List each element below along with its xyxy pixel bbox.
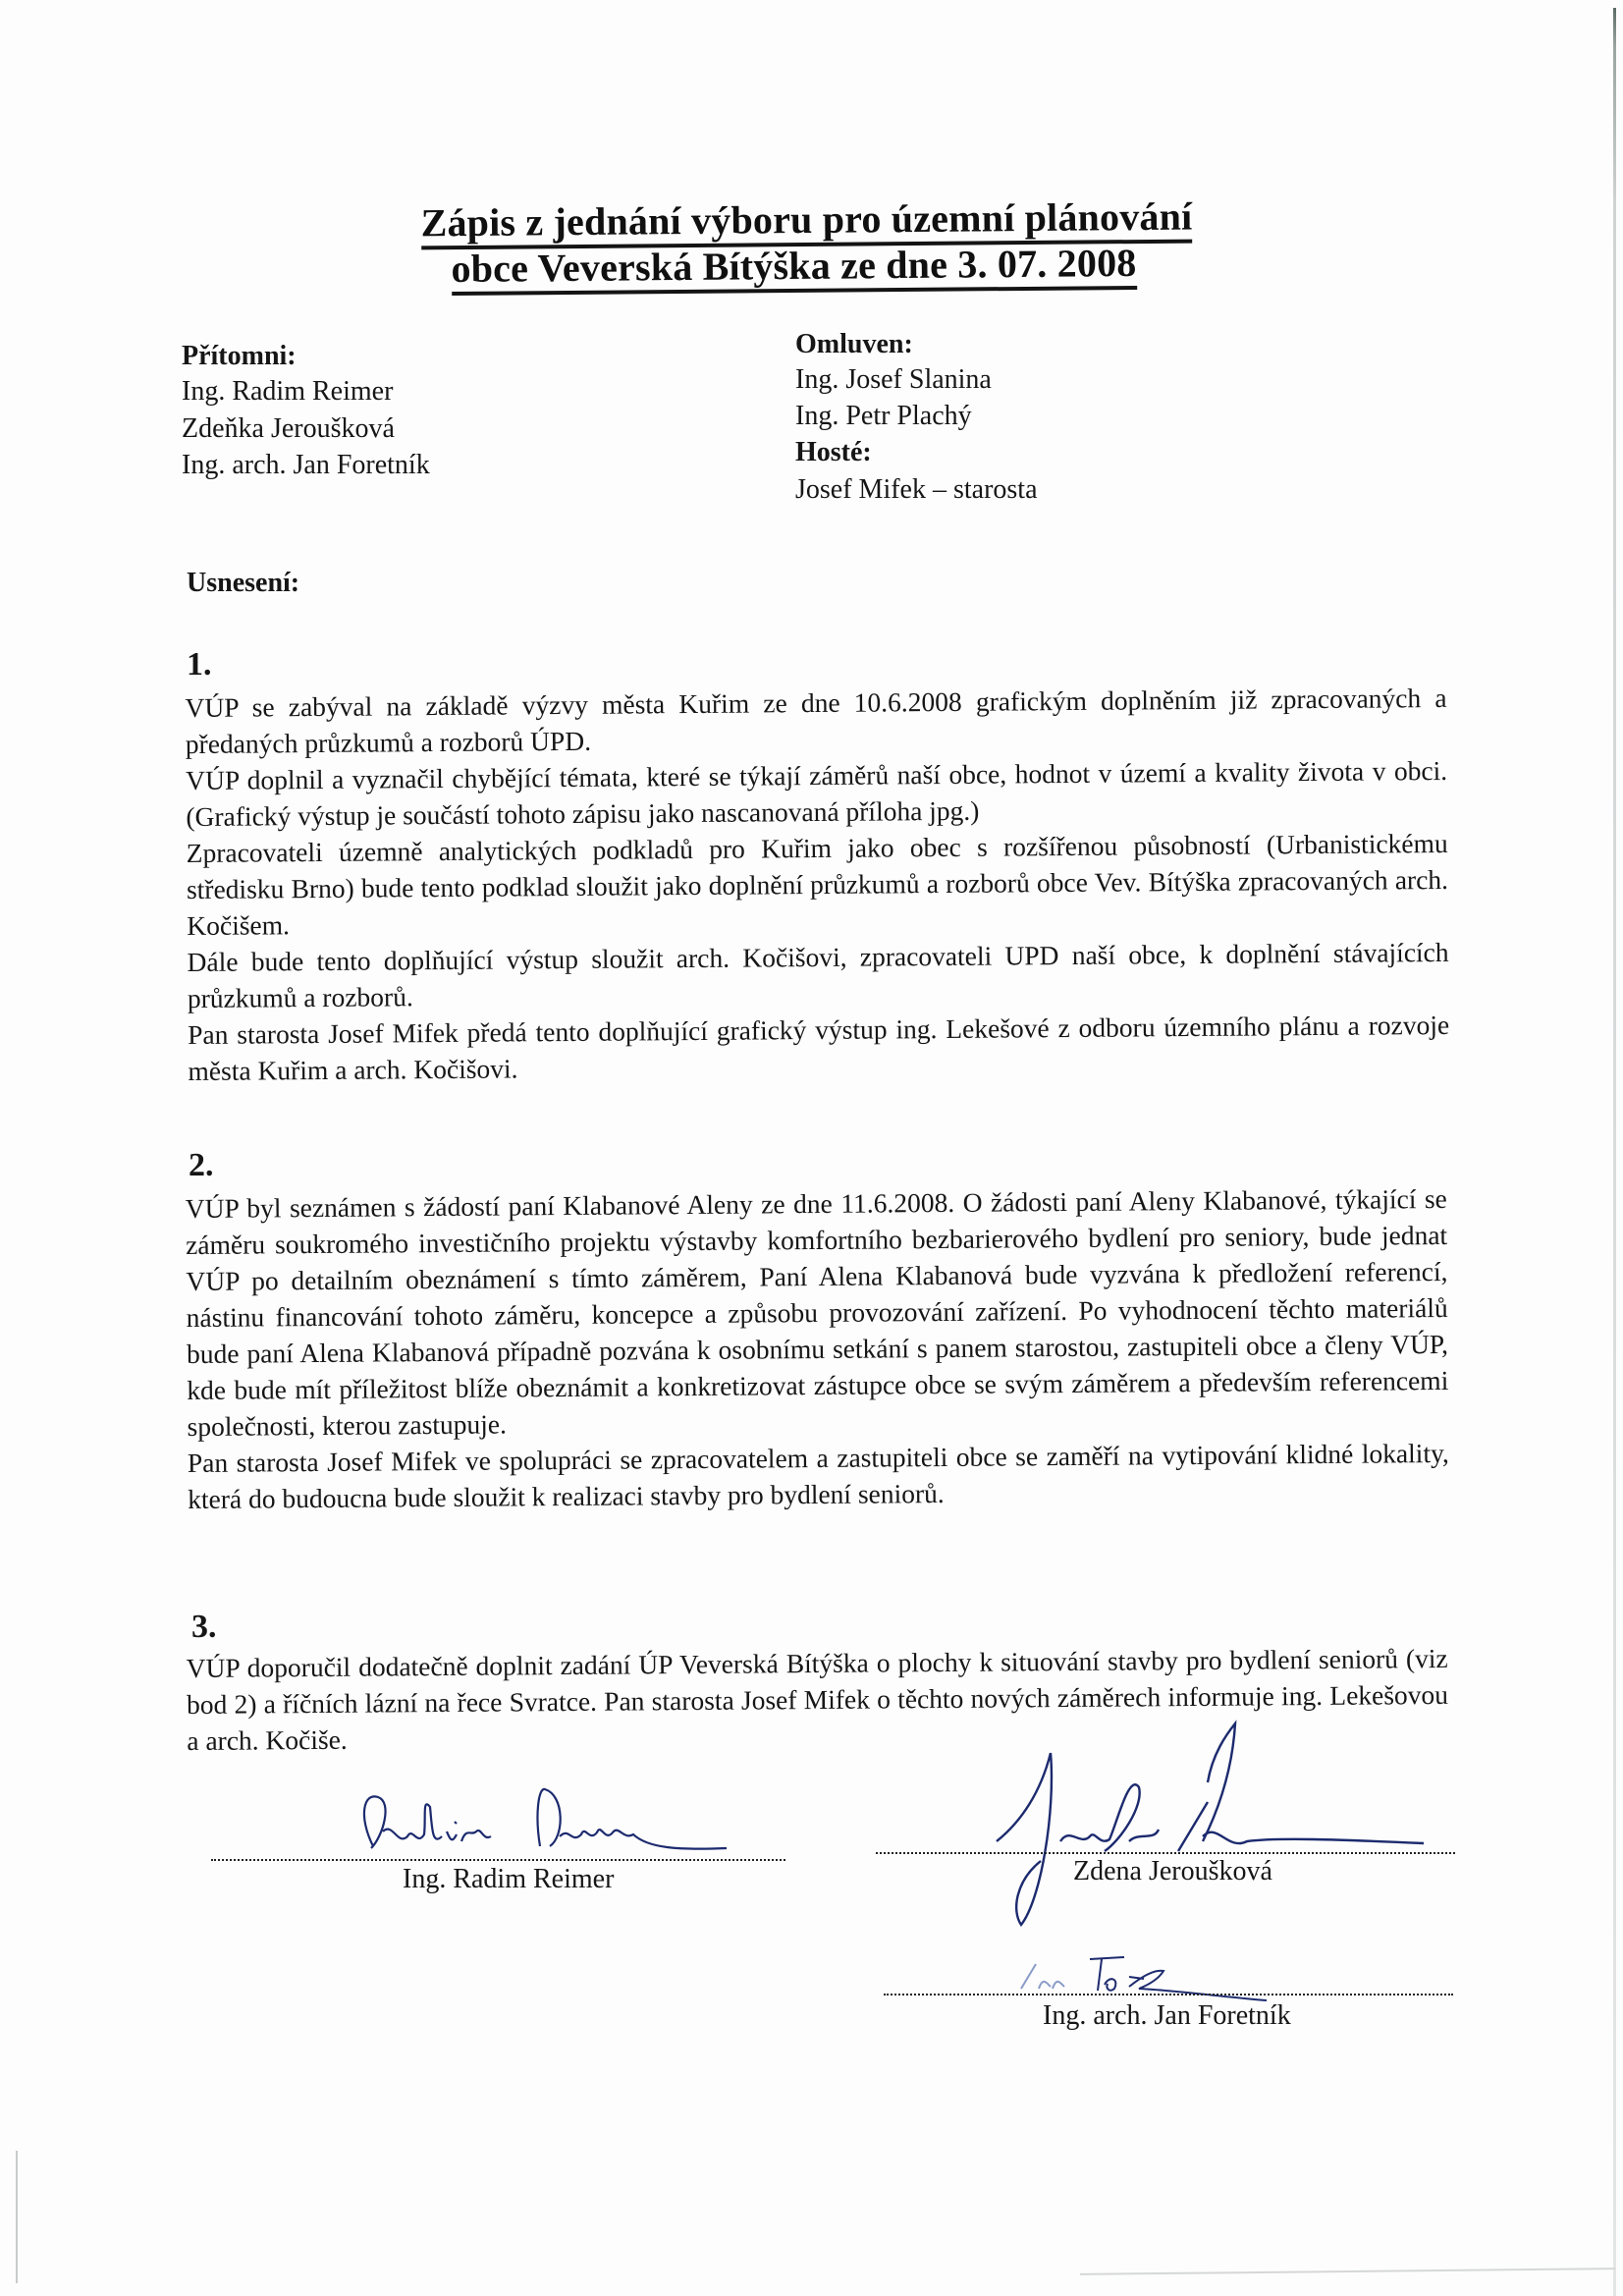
paragraph: Dále bude tento doplňující výstup sloužit arch. Kočišovi, zpracovateli UPD naší obce, k doplnění stávajících průzkumů a rozborů.	[187, 936, 1449, 1014]
handwritten-signature-icon	[982, 1714, 1434, 1940]
signature-line	[884, 1994, 1453, 1995]
resolution-2-body	[186, 1180, 1450, 1517]
scan-edge-left	[16, 2151, 18, 2283]
present-name: Zdeňka Jeroušková	[182, 413, 395, 444]
present-label: Přítomni:	[182, 341, 297, 371]
signature-line	[876, 1852, 1455, 1854]
scan-edge-bottom	[1080, 2268, 1615, 2275]
signatory-name: Ing. arch. Jan Foretník	[1043, 2000, 1291, 2031]
scan-edge-right	[1613, 8, 1616, 2296]
document-title-line1: Zápis z jednání výboru pro územní plánování	[0, 190, 1618, 253]
resolution-number: 1.	[187, 646, 212, 683]
resolution-number: 2.	[189, 1147, 214, 1183]
signatory-name: Ing. Radim Reimer	[403, 1864, 615, 1894]
document-title-line2: obce Veverská Bítýška ze dne 3. 07. 2008	[0, 236, 1605, 300]
resolution-1-body	[185, 680, 1449, 1089]
present-name: Ing. arch. Jan Foretník	[182, 450, 430, 480]
guests-label: Hosté:	[795, 437, 872, 467]
resolutions-label: Usnesení:	[187, 568, 300, 598]
paragraph: Pan starosta Josef Mifek ve spolupráci se zpracovatelem a zastupiteli obce se zaměří na vytipování klidné lokality, která do budoucna bude sloužit k realizaci stavby pro bydlení seniorů.	[187, 1437, 1449, 1515]
resolution-number: 3.	[191, 1609, 217, 1645]
signatory-name: Zdena Jeroušková	[1073, 1856, 1272, 1886]
paragraph: Pan starosta Josef Mifek předá tento doplňující grafický výstup ing. Lekešové z odboru územního plánu a rozvoje města Kuřim a arch. Kočišovi.	[188, 1009, 1450, 1087]
paragraph: VÚP se zabýval na základě výzvy města Kuřim ze dne 10.6.2008 grafickým doplněním již zpracovaných a předaných průzkumů a rozborů ÚPD.	[185, 682, 1447, 760]
guest-name: Josef Mifek – starosta	[795, 474, 1038, 505]
signature-line	[211, 1859, 785, 1861]
paragraph: VÚP doporučil dodatečně doplnit zadání ÚP Veverská Bítýška o plochy k situování stavby pro bydlení seniorů (viz bod 2) a říčních lázní na řece Svratce. Pan starosta Josef Mifek o těchto nových záměrech informuje ing. Lekešovou a arch. Kočiše.	[186, 1642, 1449, 1757]
paragraph: Zpracovateli územně analytických podkladů pro Kuřim jako obec s rozšířenou působností (Urbanistickému středisku Brno) bude tento podklad sloužit jako doplnění průzkumů a rozborů obce Vev. Bítýška zpracovaných arch. Kočišem.	[186, 827, 1449, 942]
paragraph: VÚP byl seznámen s žádostí paní Klabanové Aleny ze dne 11.6.2008. O žádosti paní Aleny Klabanové, týkající se záměru soukromého investičního projektu výstavby komfortního bezbarierového bydlení pro seniory, bude jednat VÚP po detailním obeznámení s tímto záměrem, Paní Alena Klabanová bude vyzvána k předložení referencí, nástinu financování tohoto záměru, koncepce a způsobu provozování zařízení. Po vyhodnocení těchto materiálů bude paní Alena Klabanová případně pozvána k osobnímu setkání s panem starostou, zastupiteli obce a členy VÚP, kde bude mít příležitost blíže obeznámit a konkretizovat zástupce obce se svým záměrem a především referencemi společnosti, kterou zastupuje.	[185, 1182, 1449, 1443]
handwritten-signature-icon	[353, 1777, 766, 1866]
excused-label: Omluven:	[795, 329, 913, 359]
excused-name: Ing. Petr Plachý	[795, 401, 972, 431]
excused-name: Ing. Josef Slanina	[795, 364, 992, 395]
paragraph: VÚP doplnil a vyznačil chybějící témata, které se týkají záměrů naší obce, hodnot v území a kvality života v obci. (Grafický výstup je součástí tohoto zápisu jako nascanovaná příloha jpg.)	[186, 754, 1448, 833]
present-name: Ing. Radim Reimer	[182, 376, 394, 407]
